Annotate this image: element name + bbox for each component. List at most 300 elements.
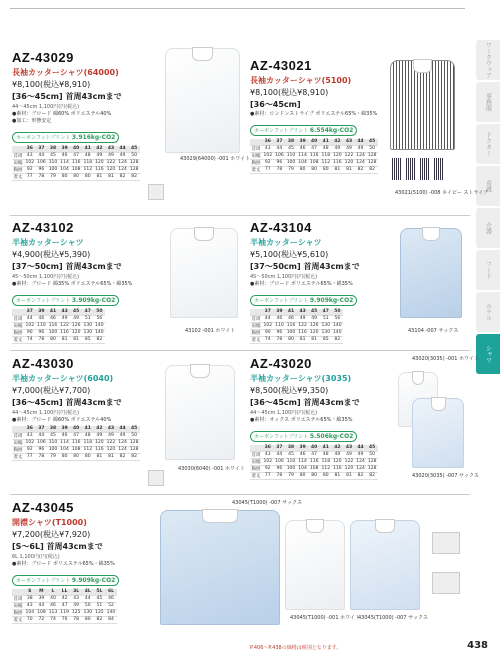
table-cell: 44 bbox=[274, 145, 286, 152]
table-cell: 43 bbox=[24, 602, 36, 609]
table-cell: 79 bbox=[285, 166, 297, 173]
table-cell: 44 bbox=[262, 315, 274, 322]
table-cell: 49 bbox=[70, 602, 82, 609]
shirt-image bbox=[285, 520, 345, 610]
size-table bbox=[12, 426, 140, 461]
table-cell: 120 bbox=[309, 330, 319, 335]
product-price: ¥5,100(税込¥5,610) bbox=[250, 250, 329, 259]
table-cell: 118 bbox=[321, 459, 331, 464]
table-cell: 39 bbox=[59, 146, 71, 152]
table-cell: 49 bbox=[308, 315, 320, 322]
table-row bbox=[12, 446, 140, 453]
table-cell: 48 bbox=[82, 152, 94, 159]
table-cell: 36 bbox=[24, 426, 36, 432]
table-cell: 72 bbox=[36, 616, 48, 623]
table-cell: 47 bbox=[70, 432, 82, 439]
table-cell: 42 bbox=[332, 139, 344, 145]
table-cell: 96 bbox=[36, 166, 48, 173]
side-tab[interactable]: 看護 bbox=[476, 166, 500, 206]
table-cell: 45 bbox=[366, 139, 378, 145]
table-cell: 74 bbox=[24, 336, 36, 343]
side-tab[interactable]: シャツ bbox=[476, 334, 500, 374]
table-row bbox=[250, 451, 378, 458]
fabric-swatch bbox=[434, 158, 443, 180]
product-spec: ●素材：オックス ポリエステル65%・綿35% bbox=[250, 417, 353, 423]
table-cell: 肩幅 bbox=[251, 459, 261, 465]
table-cell: 42 bbox=[94, 146, 106, 152]
table-cell: 着丈 bbox=[251, 337, 261, 343]
table-cell: 114 bbox=[298, 153, 307, 158]
table-cell: 56 bbox=[94, 315, 106, 322]
product-spec: ●素材：ブロード 綿60% ポリエステル40% bbox=[12, 111, 112, 117]
side-tab[interactable]: ホテル bbox=[476, 292, 500, 332]
table-cell: 37 bbox=[262, 309, 274, 315]
table-cell: 41 bbox=[47, 309, 59, 315]
table-cell: 44 bbox=[24, 315, 36, 322]
product-name: 長袖カッターシャツ(5100) bbox=[250, 76, 352, 85]
table-cell: 80 bbox=[297, 166, 309, 173]
table-cell: 125 bbox=[71, 610, 81, 615]
table-cell: 116 bbox=[48, 323, 58, 328]
table-cell: 首周 bbox=[13, 596, 23, 602]
table-cell: 82 bbox=[117, 173, 129, 180]
table-cell: 113 bbox=[48, 610, 58, 615]
table-cell: 44 bbox=[117, 146, 129, 152]
table-cell: 80 bbox=[70, 173, 82, 180]
table-cell: 124 bbox=[356, 466, 365, 471]
product-code: AZ-43102 bbox=[12, 220, 74, 235]
table-cell: 126 bbox=[309, 323, 319, 328]
table-cell: 128 bbox=[129, 167, 139, 172]
table-row bbox=[12, 595, 117, 602]
table-cell: 104 bbox=[25, 610, 35, 615]
table-row bbox=[250, 315, 343, 322]
table-cell: 51 bbox=[320, 315, 332, 322]
table-cell: 5L bbox=[94, 589, 106, 595]
product-note: 45〜50cm 1,100円(円(税込) bbox=[12, 274, 80, 280]
product-name: 長袖カッターシャツ(64000) bbox=[12, 68, 119, 77]
table-cell: 81 bbox=[343, 166, 355, 173]
table-cell: 120 bbox=[106, 447, 116, 452]
table-cell: 46 bbox=[59, 152, 71, 159]
table-cell: 140 bbox=[333, 323, 342, 328]
table-cell: 80 bbox=[82, 173, 94, 180]
table-cell: 41 bbox=[320, 445, 332, 451]
table-row bbox=[12, 329, 105, 336]
table-cell: 110 bbox=[37, 323, 46, 328]
table-cell: 着丈 bbox=[13, 337, 23, 343]
table-cell: 124 bbox=[356, 459, 365, 464]
table-cell: 78 bbox=[36, 453, 48, 460]
table-cell: 78 bbox=[274, 472, 286, 479]
table-cell: 42 bbox=[332, 445, 344, 451]
fabric-swatch bbox=[420, 158, 429, 180]
table-cell: 80 bbox=[82, 616, 94, 623]
shirt-image bbox=[412, 398, 464, 468]
table-cell: 44 bbox=[36, 432, 48, 439]
table-cell: 130 bbox=[83, 323, 93, 328]
table-cell: 44 bbox=[82, 595, 94, 602]
size-table bbox=[250, 445, 378, 480]
fabric-swatch bbox=[392, 158, 401, 180]
product-code: AZ-43029 bbox=[12, 50, 74, 65]
side-tab[interactable]: フード bbox=[476, 250, 500, 290]
product-price: ¥8,100(税込¥8,910) bbox=[12, 80, 91, 89]
table-cell: 110 bbox=[48, 440, 58, 445]
product-note: 6L 1,100円(円(税込) bbox=[12, 554, 60, 560]
page-number: 438 bbox=[467, 640, 488, 651]
table-cell: 106 bbox=[37, 160, 46, 165]
table-cell: 124 bbox=[118, 440, 127, 445]
table-cell: 124 bbox=[118, 160, 127, 165]
table-cell: 81 bbox=[308, 336, 320, 343]
table-cell: 118 bbox=[321, 153, 331, 158]
product-code: AZ-43021 bbox=[250, 58, 312, 73]
table-cell: 36 bbox=[24, 146, 36, 152]
table-cell: 43 bbox=[24, 152, 36, 159]
table-cell: 100 bbox=[48, 330, 58, 335]
table-cell: 106 bbox=[275, 153, 284, 158]
table-cell: 102 bbox=[263, 323, 273, 328]
side-tab[interactable]: 事務服 bbox=[476, 82, 500, 122]
table-row bbox=[12, 609, 117, 616]
table-cell: 49 bbox=[94, 152, 106, 159]
table-cell: 77 bbox=[262, 472, 274, 479]
table-cell: 42 bbox=[94, 426, 106, 432]
table-cell: 49 bbox=[343, 451, 355, 458]
table-cell: 46 bbox=[36, 315, 48, 322]
table-cell: 39 bbox=[297, 139, 309, 145]
table-cell: 46 bbox=[47, 315, 59, 322]
table-cell: 108 bbox=[309, 466, 319, 471]
table-cell: 70 bbox=[24, 616, 36, 623]
table-cell: 128 bbox=[129, 440, 139, 445]
table-cell: 84 bbox=[105, 616, 117, 623]
table-cell: 118 bbox=[83, 440, 93, 445]
table-cell: 40 bbox=[308, 139, 320, 145]
table-cell: 首周 bbox=[13, 433, 23, 439]
table-cell: 82 bbox=[94, 616, 106, 623]
table-cell: 80 bbox=[82, 453, 94, 460]
table-cell: 38 bbox=[24, 595, 36, 602]
table-cell: 39 bbox=[36, 595, 48, 602]
table-cell: 119 bbox=[60, 610, 69, 615]
table-cell: 120 bbox=[71, 330, 81, 335]
table-cell: 40 bbox=[47, 595, 59, 602]
table-cell: 50 bbox=[128, 432, 140, 439]
table-row bbox=[250, 445, 378, 451]
table-cell: 45 bbox=[94, 595, 106, 602]
table-cell: 37 bbox=[274, 445, 286, 451]
side-tab[interactable]: ドクター bbox=[476, 124, 500, 164]
product-name: 開襟シャツ(T1000) bbox=[12, 518, 87, 527]
table-cell: 43 bbox=[343, 139, 355, 145]
detail-thumb-icon bbox=[432, 532, 460, 554]
table-cell: 44 bbox=[355, 445, 367, 451]
table-cell: 49 bbox=[355, 451, 367, 458]
table-cell: 74 bbox=[262, 336, 274, 343]
table-cell: 47 bbox=[308, 451, 320, 458]
table-cell: 96 bbox=[274, 159, 286, 166]
table-cell: 124 bbox=[118, 167, 127, 172]
table-cell: 104 bbox=[60, 447, 69, 452]
table-cell: 43 bbox=[105, 426, 117, 432]
table-cell: 79 bbox=[47, 173, 59, 180]
table-cell: 80 bbox=[47, 336, 59, 343]
shirt-image bbox=[170, 228, 238, 318]
product-price: ¥8,100(税込¥8,910) bbox=[250, 88, 329, 97]
table-cell: 48 bbox=[82, 432, 94, 439]
product-note: 44〜45cm 1,100円(円(税込) bbox=[250, 410, 318, 416]
table-cell: 44 bbox=[355, 139, 367, 145]
table-cell: 92 bbox=[262, 159, 274, 166]
table-cell: 80 bbox=[308, 472, 320, 479]
product-price: ¥4,900(税込¥5,390) bbox=[12, 250, 91, 259]
table-cell: 102 bbox=[25, 440, 35, 445]
table-cell: 41 bbox=[285, 309, 297, 315]
table-row bbox=[12, 152, 140, 159]
table-row bbox=[250, 159, 378, 166]
side-tabs bbox=[476, 40, 500, 376]
table-cell: 140 bbox=[333, 330, 342, 335]
table-cell: 81 bbox=[94, 173, 106, 180]
product-name: 半袖カッターシャツ(3035) bbox=[250, 374, 352, 383]
table-cell: 3L bbox=[70, 589, 82, 595]
table-cell: 首周 bbox=[251, 146, 261, 152]
table-cell: LL bbox=[59, 589, 71, 595]
product-name: 半袖カッターシャツ(6040) bbox=[12, 374, 114, 383]
table-cell: 74 bbox=[47, 616, 59, 623]
table-cell: 肩幅 bbox=[13, 440, 23, 446]
side-tab[interactable]: 介護 bbox=[476, 208, 500, 248]
table-cell: 着丈 bbox=[13, 174, 23, 180]
table-cell: 114 bbox=[60, 160, 69, 165]
table-cell: 40 bbox=[308, 445, 320, 451]
table-cell: 102 bbox=[25, 160, 35, 165]
table-cell: 38 bbox=[285, 139, 297, 145]
size-table bbox=[250, 309, 343, 344]
product-code: AZ-43104 bbox=[250, 220, 312, 235]
table-cell: 39 bbox=[36, 309, 48, 315]
table-cell: 82 bbox=[117, 453, 129, 460]
table-cell: 122 bbox=[106, 440, 116, 445]
table-cell: 100 bbox=[286, 160, 296, 165]
table-cell: 46 bbox=[47, 602, 59, 609]
table-cell: 82 bbox=[355, 166, 367, 173]
table-cell: 106 bbox=[37, 440, 46, 445]
table-cell: 46 bbox=[274, 315, 286, 322]
table-row bbox=[250, 152, 378, 159]
table-row bbox=[250, 336, 343, 343]
table-cell: 49 bbox=[355, 145, 367, 152]
table-cell: 47 bbox=[320, 309, 332, 315]
table-cell: 90 bbox=[24, 329, 36, 336]
shirt-image bbox=[165, 365, 235, 460]
table-cell: 47 bbox=[82, 309, 94, 315]
table-cell: 82 bbox=[366, 472, 378, 479]
table-cell: 43 bbox=[70, 595, 82, 602]
table-row bbox=[250, 145, 378, 152]
size-table bbox=[12, 309, 105, 344]
side-tab[interactable]: ワークウェア bbox=[476, 40, 500, 80]
table-cell: 120 bbox=[344, 160, 354, 165]
table-cell: 胸囲 bbox=[13, 447, 23, 453]
product-size: [36〜45cm] 首周43cmまで bbox=[12, 92, 122, 101]
table-cell: 43 bbox=[343, 445, 355, 451]
shirt-image bbox=[350, 520, 420, 610]
table-cell: 50 bbox=[332, 309, 344, 315]
table-cell: 47 bbox=[59, 602, 71, 609]
table-cell: 46 bbox=[297, 145, 309, 152]
image-caption: 43102 -001 ホワイト bbox=[185, 328, 236, 334]
table-cell: 122 bbox=[60, 323, 69, 328]
table-row bbox=[12, 173, 140, 180]
table-cell: 45 bbox=[285, 145, 297, 152]
table-cell: 96 bbox=[36, 446, 48, 453]
table-cell: 120 bbox=[95, 440, 104, 445]
table-cell: 112 bbox=[83, 167, 93, 172]
table-cell: 108 bbox=[309, 160, 319, 165]
table-cell: 43 bbox=[59, 309, 71, 315]
table-cell: 116 bbox=[309, 459, 319, 464]
table-row bbox=[12, 602, 117, 609]
table-cell: 81 bbox=[297, 336, 309, 343]
product-43104 bbox=[250, 220, 400, 344]
table-cell: 48 bbox=[320, 145, 332, 152]
table-cell: 81 bbox=[94, 453, 106, 460]
table-cell: 112 bbox=[321, 160, 331, 165]
table-cell: 130 bbox=[83, 610, 93, 615]
product-code: AZ-43020 bbox=[250, 356, 312, 371]
product-note: 44〜45cm 1,100円(円(税込) bbox=[12, 104, 80, 110]
table-cell: 44 bbox=[36, 152, 48, 159]
table-cell: 100 bbox=[286, 330, 296, 335]
table-cell: 41 bbox=[82, 426, 94, 432]
shirt-thumb-icon bbox=[148, 470, 164, 486]
product-spec: ●素材：ブロード ポリエステル65%・綿35% bbox=[12, 561, 115, 567]
table-row bbox=[12, 322, 105, 329]
table-cell: 52 bbox=[105, 602, 117, 609]
table-cell: 102 bbox=[263, 459, 273, 464]
table-cell: 49 bbox=[70, 315, 82, 322]
table-cell: 110 bbox=[275, 323, 284, 328]
product-spec: ●素材：ブロード 綿60% ポリエステル40% bbox=[12, 417, 112, 423]
table-cell: 126 bbox=[71, 323, 81, 328]
table-cell: 胸囲 bbox=[251, 466, 261, 472]
product-size: [36〜45cm] 首周43cmまで bbox=[250, 398, 360, 407]
table-cell: 49 bbox=[117, 152, 129, 159]
table-cell: 42 bbox=[59, 595, 71, 602]
table-cell: 96 bbox=[274, 465, 286, 472]
table-cell: 45 bbox=[128, 146, 140, 152]
table-cell: 80 bbox=[308, 166, 320, 173]
product-name: 半袖カッターシャツ bbox=[250, 238, 322, 247]
table-cell: 4L bbox=[82, 589, 94, 595]
table-cell: 102 bbox=[263, 153, 273, 158]
table-cell: 128 bbox=[367, 466, 377, 471]
table-cell: 122 bbox=[344, 153, 354, 158]
image-caption: 43030(6040) -001 ホワイト bbox=[178, 466, 245, 472]
table-cell: 46 bbox=[59, 432, 71, 439]
table-row bbox=[12, 589, 117, 595]
table-row bbox=[12, 432, 140, 439]
table-cell: 122 bbox=[344, 459, 354, 464]
table-cell: 96 bbox=[274, 329, 286, 336]
carbon-badge: カーボンフットプリント 9.909kg-CO2 bbox=[12, 575, 119, 586]
product-price: ¥7,000(税込¥7,700) bbox=[12, 386, 91, 395]
product-43102 bbox=[12, 220, 162, 344]
table-cell: 110 bbox=[286, 153, 296, 158]
table-cell: 118 bbox=[83, 160, 93, 165]
table-cell: 39 bbox=[297, 445, 309, 451]
table-cell: 45 bbox=[70, 309, 82, 315]
table-cell: 49 bbox=[59, 315, 71, 322]
carbon-badge: カーボンフットプリント 3.916kg-CO2 bbox=[12, 132, 119, 143]
table-cell: 102 bbox=[25, 323, 35, 328]
table-cell: 49 bbox=[94, 432, 106, 439]
table-row bbox=[12, 315, 105, 322]
table-cell: 96 bbox=[36, 329, 48, 336]
table-cell: 43 bbox=[262, 451, 274, 458]
table-cell: 46 bbox=[297, 451, 309, 458]
product-spec: ●素材：ブロード 綿35% ポリエステル65%・綿35% bbox=[12, 281, 133, 287]
table-cell: S bbox=[24, 589, 36, 595]
table-cell: 40 bbox=[70, 426, 82, 432]
table-cell: 50 bbox=[366, 451, 378, 458]
table-cell: 116 bbox=[298, 330, 307, 335]
shirt-thumb-icon bbox=[148, 184, 164, 200]
detail-thumb-icon bbox=[432, 572, 460, 594]
table-cell: 80 bbox=[297, 472, 309, 479]
table-cell: 80 bbox=[320, 472, 332, 479]
table-cell: 104 bbox=[298, 160, 307, 165]
product-note: 45〜50cm 1,100円(円(税込) bbox=[250, 274, 318, 280]
table-cell: 130 bbox=[321, 323, 331, 328]
table-cell: 140 bbox=[95, 330, 104, 335]
table-cell: 110 bbox=[286, 459, 296, 464]
table-cell: 90 bbox=[262, 329, 274, 336]
product-size: [36〜45cm] bbox=[250, 100, 301, 109]
product-spec: ●素材：ロンドンストライプ ポリエステル65%・綿35% bbox=[250, 111, 378, 117]
table-cell: 116 bbox=[286, 323, 296, 328]
table-cell: 114 bbox=[298, 459, 307, 464]
table-cell: 38 bbox=[47, 426, 59, 432]
table-row bbox=[250, 322, 343, 329]
table-cell: 106 bbox=[275, 459, 284, 464]
table-cell: 116 bbox=[333, 160, 342, 165]
table-cell: 49 bbox=[332, 451, 344, 458]
table-cell: 135 bbox=[95, 610, 104, 615]
product-43021 bbox=[250, 58, 390, 174]
table-cell: 50 bbox=[128, 152, 140, 159]
table-cell: 46 bbox=[285, 315, 297, 322]
carbon-badge: カーボンフットプリント 6.554kg-CO2 bbox=[250, 125, 357, 136]
table-cell: 122 bbox=[298, 323, 307, 328]
carbon-badge: カーボンフットプリント 3.909kg-CO2 bbox=[12, 295, 119, 306]
table-cell: 50 bbox=[94, 309, 106, 315]
image-caption: 43045(T1000) -007 サックス bbox=[232, 500, 302, 506]
table-cell: 49 bbox=[117, 432, 129, 439]
shirt-image bbox=[160, 510, 280, 625]
table-cell: 49 bbox=[105, 152, 117, 159]
table-cell: 81 bbox=[332, 472, 344, 479]
table-cell: 78 bbox=[36, 173, 48, 180]
product-43045 bbox=[12, 500, 162, 624]
table-cell: 45 bbox=[366, 445, 378, 451]
table-cell: 50 bbox=[366, 145, 378, 152]
table-cell: 38 bbox=[285, 445, 297, 451]
table-cell: 44 bbox=[274, 451, 286, 458]
